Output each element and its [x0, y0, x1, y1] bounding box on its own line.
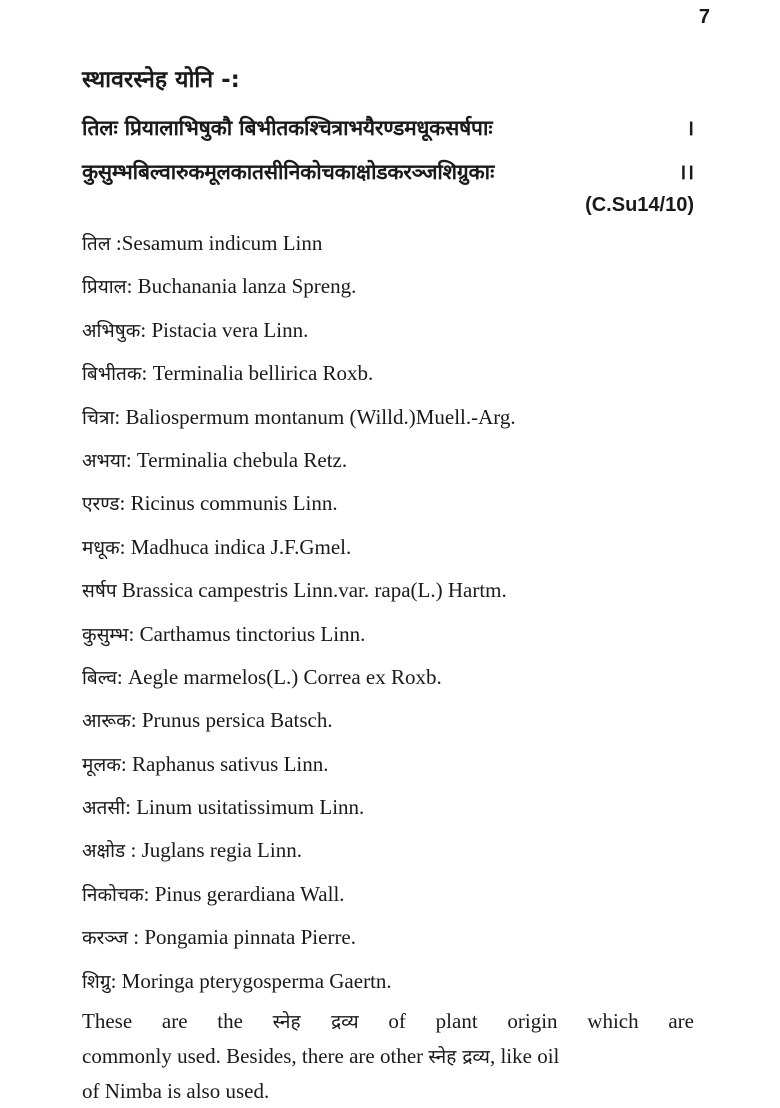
plant-separator: : [125, 447, 137, 472]
verse-line-1-text: तिलः प्रियालाभिषुकौ बिभीतकश्चित्राभयैरण्डमधूकसर्षपाः [82, 116, 493, 140]
plant-row [82, 356, 702, 399]
plant-botanical-name: Baliospermum montanum (Willd.)Muell.-Arg. [125, 404, 516, 429]
plant-row [82, 920, 702, 963]
plant-row [82, 660, 702, 703]
plant-botanical-name: Moringa pterygosperma Gaertn. [121, 968, 392, 993]
plant-row [82, 877, 702, 920]
plant-row [82, 313, 702, 356]
plant-row [82, 833, 702, 876]
plant-row [82, 530, 702, 573]
plant-row [82, 269, 702, 312]
plant-botanical-name: Pistacia vera Linn. [151, 317, 309, 342]
verse-line-1-danda: । [686, 116, 694, 140]
closing-paragraph-line-1 [82, 1004, 694, 1039]
plant-row [82, 703, 702, 746]
closing-paragraph-line-3: of Nimba is also used. [82, 1079, 270, 1103]
page-number: 7 [698, 6, 710, 28]
verse-citation: (C.Su14/10) [585, 194, 694, 216]
plant-botanical-name: Pongamia pinnata Pierre. [144, 925, 357, 950]
plant-row [82, 790, 702, 833]
verse-line-2-double-danda: ।। [678, 160, 694, 184]
plant-separator: : [140, 317, 152, 342]
plant-botanical-name: Terminalia bellirica Roxb. [152, 361, 374, 386]
closing-sanskrit-term: स्नेह द्रव्य [428, 1046, 490, 1068]
closing-text: , like oil [489, 1044, 560, 1068]
plant-sanskrit-name: करञ्ज [82, 927, 128, 950]
plant-sanskrit-name: सर्षप [82, 580, 117, 603]
plant-botanical-name: Terminalia chebula Retz. [136, 447, 348, 472]
plant-row [82, 443, 702, 486]
section-heading: स्थावरस्नेह योनि -: [82, 67, 240, 93]
verse-line-2 [82, 158, 694, 186]
plant-separator: : [119, 534, 131, 559]
plant-botanical-name: Juglans regia Linn. [141, 838, 302, 863]
plant-botanical-name: Pinus gerardiana Wall. [154, 881, 345, 906]
plant-list [82, 226, 702, 1007]
plant-separator: : [114, 404, 126, 429]
plant-separator: : [125, 838, 142, 863]
verse-line-1 [82, 114, 694, 142]
plant-sanskrit-name: कुसुम्भ [82, 623, 129, 646]
plant-row [82, 747, 702, 790]
plant-row [82, 486, 702, 529]
plant-botanical-name: Brassica campestris Linn.var. rapa(L.) Hartm. [121, 578, 507, 603]
plant-row [82, 617, 702, 660]
plant-botanical-name: Aegle marmelos(L.) Correa ex Roxb. [128, 664, 442, 689]
verse-line-2-text: कुसुम्भबिल्वारुकमूलकातसीनिकोचकाक्षोडकरञ्जशिग्रुकाः [82, 160, 495, 184]
closing-text: These are the [82, 1009, 273, 1033]
plant-sanskrit-name: आरूक [82, 710, 131, 733]
closing-text: commonly used. Besides, there are other [82, 1044, 429, 1068]
plant-row [82, 964, 702, 1007]
plant-separator: : [116, 664, 128, 689]
plant-separator: : [141, 361, 153, 386]
plant-separator: : [127, 925, 145, 950]
plant-botanical-name: Linum usitatissimum Linn. [136, 795, 365, 820]
closing-text: of plant origin which are [358, 1009, 694, 1033]
plant-row [82, 573, 702, 616]
plant-row [82, 400, 702, 443]
plant-separator: : [119, 491, 131, 516]
plant-sanskrit-name: बिल्व [82, 666, 117, 689]
plant-botanical-name: Prunus persica Batsch. [141, 708, 333, 733]
plant-sanskrit-name: अभिषुक [82, 319, 141, 342]
plant-sanskrit-name: अभया [82, 449, 126, 472]
closing-paragraph-line-2 [82, 1039, 694, 1074]
plant-botanical-name: Sesamum indicum Linn [121, 231, 323, 255]
plant-botanical-name: Madhuca indica J.F.Gmel. [130, 534, 352, 559]
plant-sanskrit-name: चित्रा [82, 406, 115, 429]
plant-separator: : [110, 968, 122, 993]
plant-separator: : [126, 274, 138, 299]
closing-sanskrit-term: स्नेह द्रव्य [272, 1011, 359, 1033]
plant-sanskrit-name: मूलक [82, 753, 121, 776]
plant-separator: : [128, 621, 140, 646]
plant-separator: : [110, 231, 122, 255]
plant-separator: : [143, 881, 155, 906]
plant-sanskrit-name: मधूक [82, 536, 120, 559]
plant-sanskrit-name: बिभीतक [82, 363, 142, 386]
plant-separator: : [130, 708, 142, 733]
plant-sanskrit-name: अक्षोड [82, 840, 126, 863]
plant-sanskrit-name: निकोचक [82, 883, 144, 906]
plant-sanskrit-name: एरण्ड [82, 493, 120, 516]
plant-botanical-name: Carthamus tinctorius Linn. [139, 621, 366, 646]
plant-botanical-name: Buchanania lanza Spreng. [137, 274, 357, 299]
plant-sanskrit-name: अतसी [82, 797, 126, 820]
plant-sanskrit-name: तिल [82, 233, 111, 255]
plant-row [82, 226, 702, 269]
closing-paragraph [82, 1004, 694, 1108]
plant-separator: : [125, 795, 137, 820]
plant-sanskrit-name: प्रियाल [82, 276, 127, 299]
plant-separator: : [120, 751, 132, 776]
plant-sanskrit-name: शिग्रु [82, 970, 111, 993]
plant-botanical-name: Raphanus sativus Linn. [131, 751, 329, 776]
plant-botanical-name: Ricinus communis Linn. [130, 491, 338, 516]
